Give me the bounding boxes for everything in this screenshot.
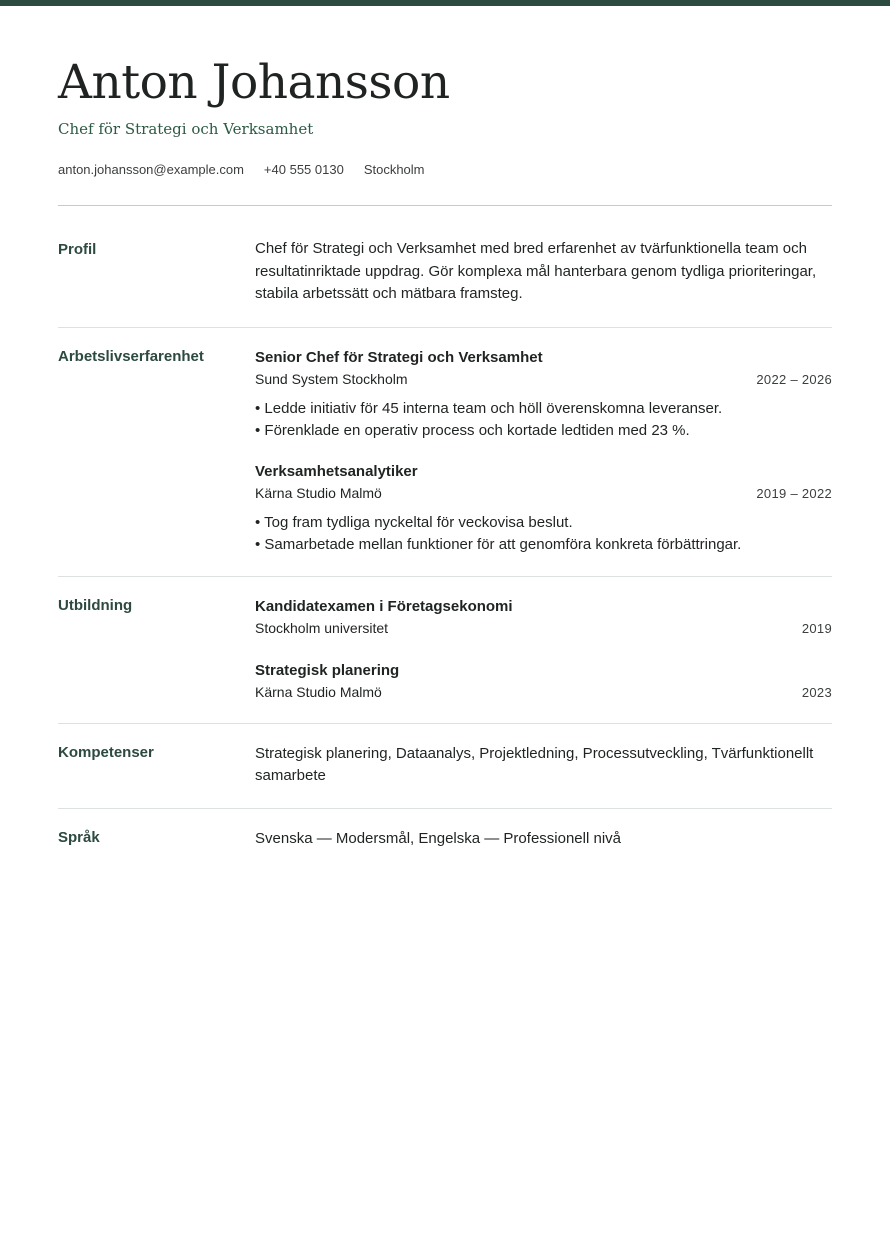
section-profile <box>58 206 832 328</box>
job-title: Chef för Strategi och Verksamhet <box>58 120 314 138</box>
education-entry <box>255 596 832 639</box>
experience-title: Verksamhetsanalytiker <box>255 462 418 480</box>
experience-bullets <box>255 398 832 443</box>
section-label-skills: Kompetenser <box>58 743 154 761</box>
experience-meta <box>255 483 832 504</box>
experience-title: Senior Chef för Strategi och Verksamhet <box>255 348 543 366</box>
section-label-education: Utbildning <box>58 596 133 614</box>
education-year: 2019 <box>801 620 832 636</box>
contact-phone[interactable]: +40 555 0130 <box>263 162 344 177</box>
section-label-profile: Profil <box>58 241 97 258</box>
education-meta <box>255 682 832 703</box>
experience-bullet: • Ledde initiativ för 45 interna team och höll överenskomna leveranser. <box>255 399 723 417</box>
resume-page <box>58 0 832 850</box>
section-experience <box>58 328 832 577</box>
education-school: Kärna Studio Malmö <box>255 683 382 700</box>
experience-list <box>255 347 832 557</box>
experience-entry <box>255 347 832 443</box>
experience-bullet: • Samarbetade mellan funktioner för att genomföra konkreta förbättringar. <box>255 536 742 553</box>
education-year: 2023 <box>801 684 832 700</box>
education-title: Strategisk planering <box>255 661 400 679</box>
education-meta <box>255 618 832 639</box>
section-label-experience: Arbetslivserfarenhet <box>58 347 204 365</box>
contact-info <box>58 161 832 179</box>
experience-bullets <box>255 512 832 557</box>
experience-dates: 2022 – 2026 <box>756 371 832 387</box>
section-education <box>58 577 832 724</box>
experience-bullet: • Tog fram tydliga nyckeltal för veckovisa beslut. <box>255 513 573 531</box>
contact-location: Stockholm <box>363 162 425 177</box>
experience-company: Kärna Studio Malmö <box>255 484 382 501</box>
section-label-languages: Språk <box>58 828 100 846</box>
skills-text: Strategisk planering, Dataanalys, Projektledning, Processutveckling, Tvärfunktionellt samarbete <box>255 744 814 784</box>
experience-dates: 2019 – 2022 <box>756 485 832 501</box>
person-name: Anton Johansson <box>58 55 450 110</box>
resume-header <box>58 0 832 206</box>
education-school: Stockholm universitet <box>255 619 389 636</box>
education-list <box>255 596 832 703</box>
experience-company: Sund System Stockholm <box>255 370 408 387</box>
section-languages <box>58 809 832 851</box>
section-skills <box>58 724 832 809</box>
experience-meta <box>255 369 832 390</box>
education-entry <box>255 660 832 703</box>
profile-text: Chef för Strategi och Verksamhet med bred erfarenhet av tvärfunktionella team och resultatinriktade uppdrag. Gör komplexa mål hanterbara genom tydliga prioriteringar, stabila arbetssätt och mätbara framsteg. <box>255 240 817 302</box>
education-title: Kandidatexamen i Företagsekonomi <box>255 597 513 615</box>
experience-bullet: • Förenklade en operativ process och kortade ledtiden med 23 %. <box>255 422 690 439</box>
languages-text: Svenska — Modersmål, Engelska — Professionell nivå <box>255 829 621 847</box>
contact-email[interactable]: anton.johansson@example.com <box>58 162 244 177</box>
experience-entry <box>255 461 832 557</box>
